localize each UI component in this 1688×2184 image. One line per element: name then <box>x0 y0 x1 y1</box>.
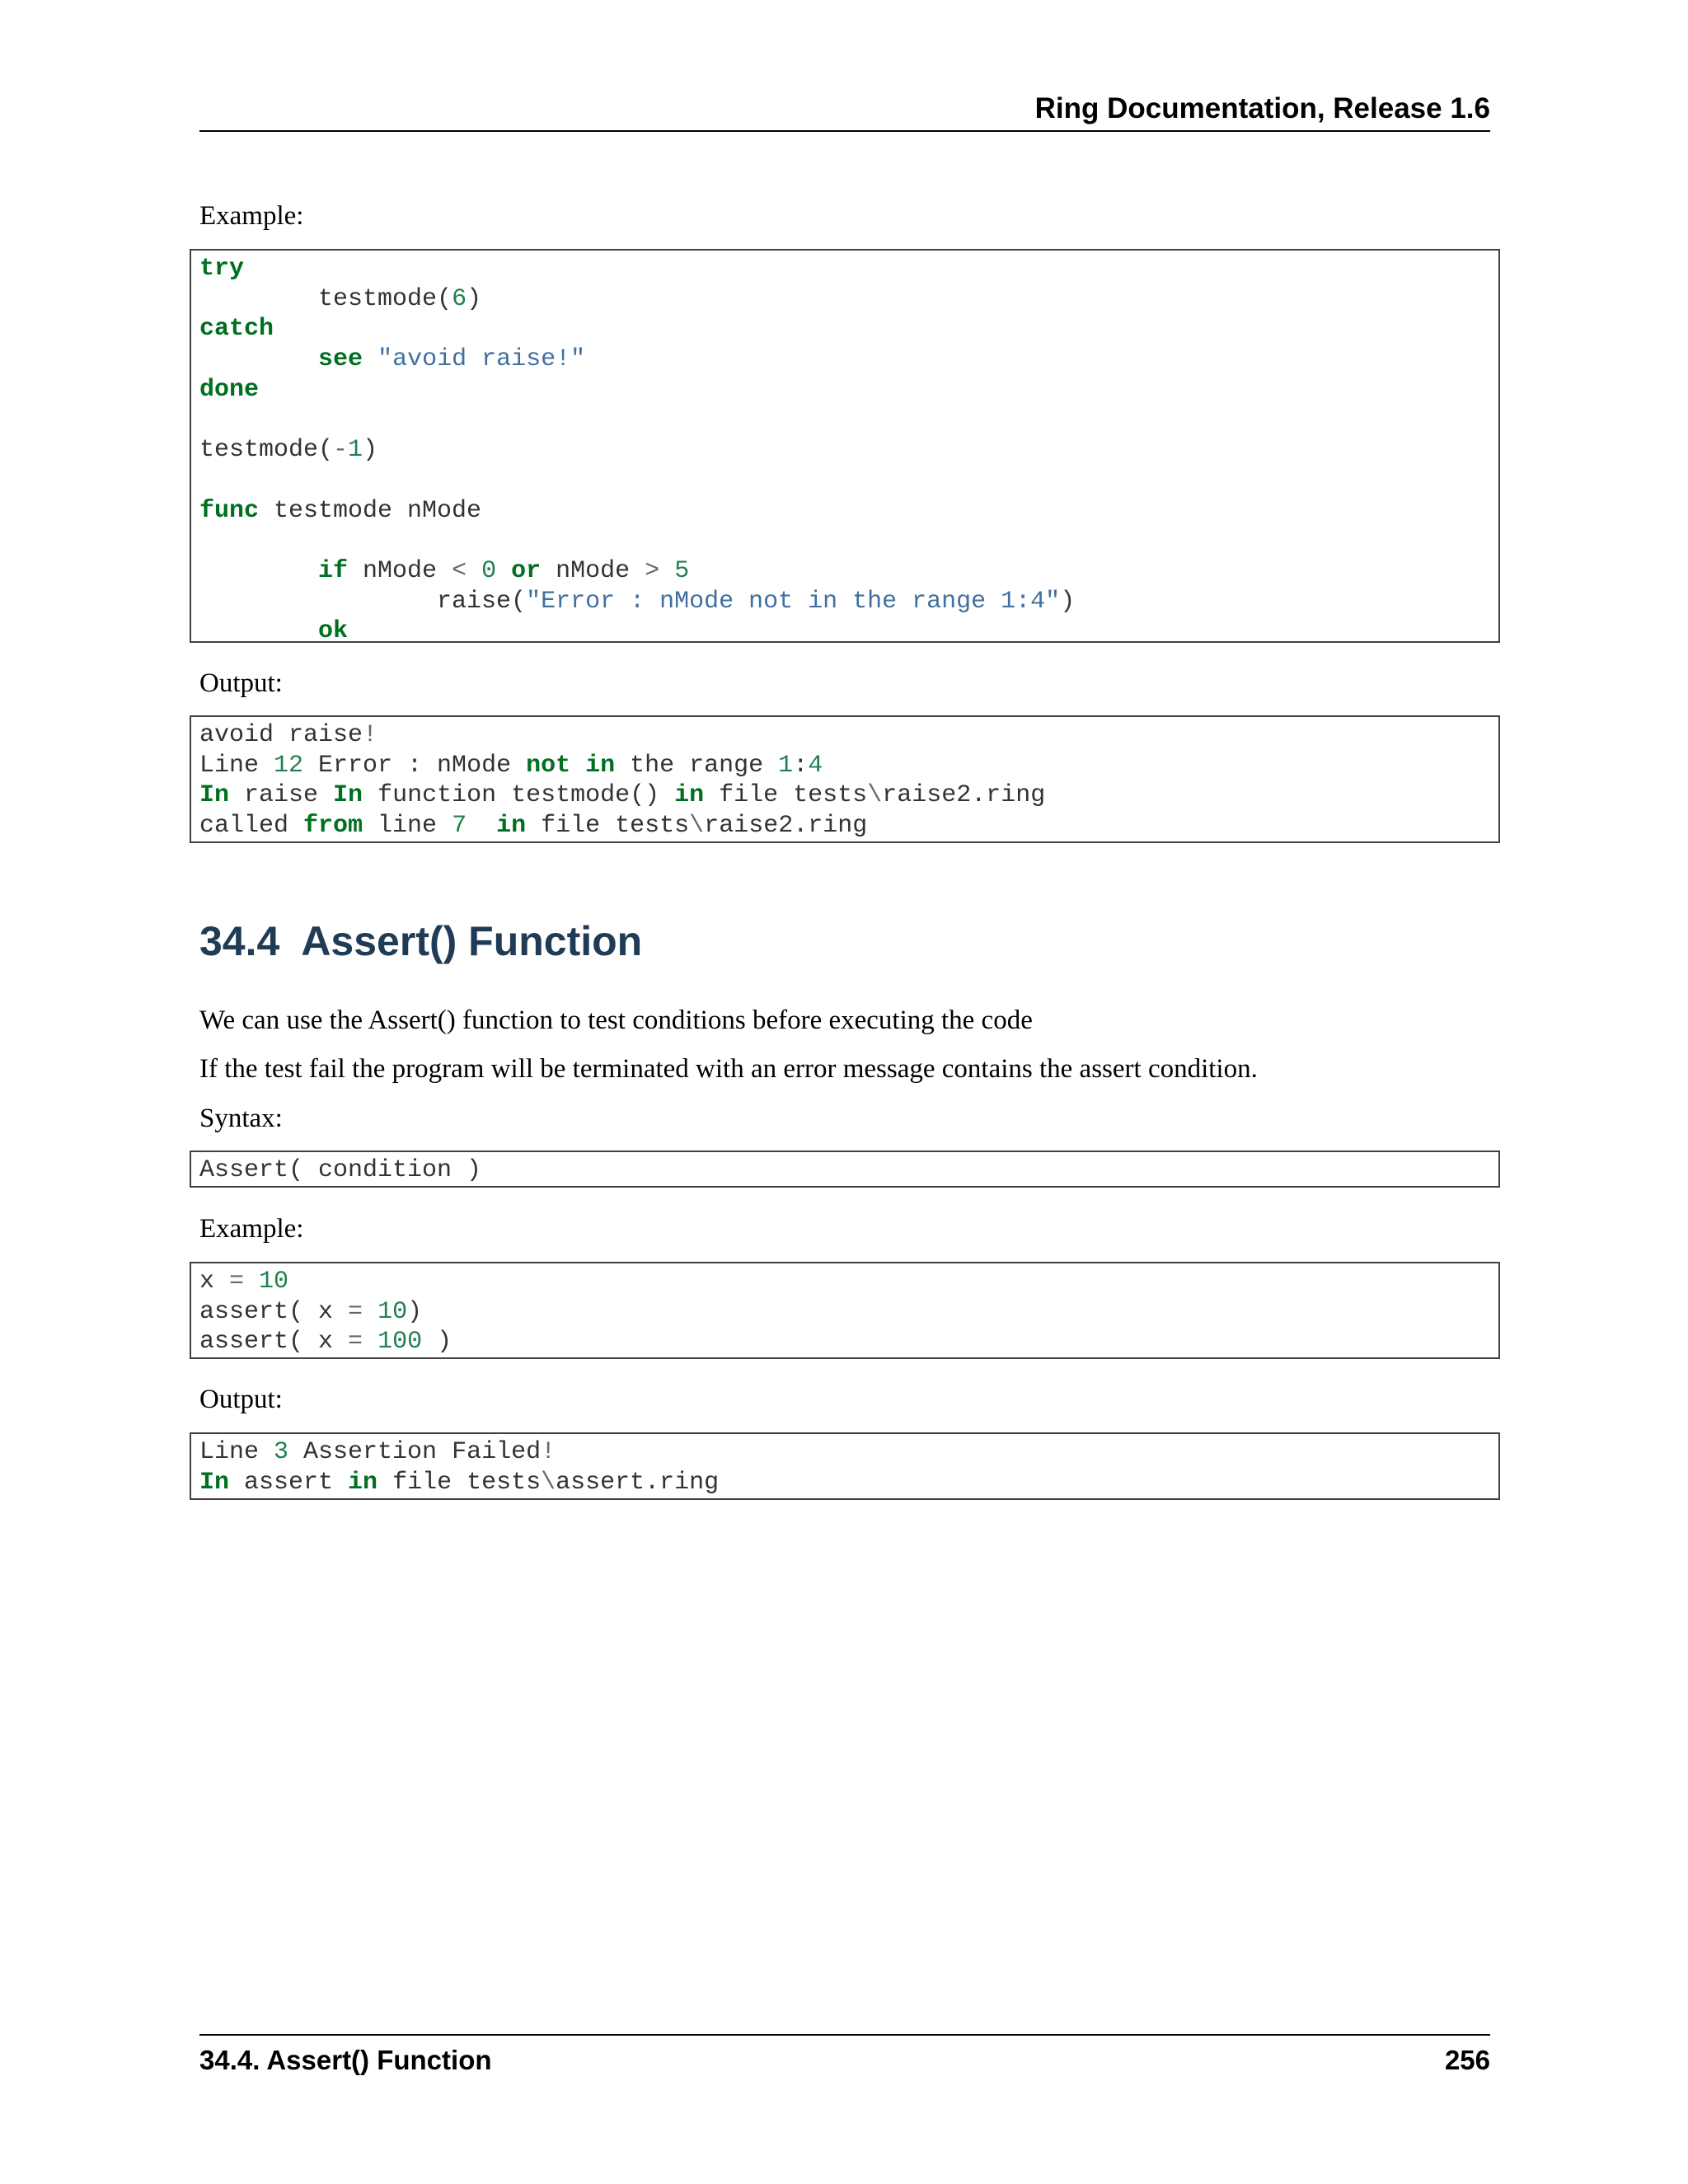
code-token: not <box>526 751 571 780</box>
code-token: "Error : nMode not in the range 1:4" <box>526 587 1061 616</box>
code-line <box>199 315 274 343</box>
code-line <box>199 1469 719 1497</box>
code-line <box>199 376 259 404</box>
code-token: < <box>452 557 467 586</box>
code-line <box>199 1156 481 1184</box>
code-line <box>199 721 377 749</box>
code-token <box>363 345 377 373</box>
section-title: Assert() Function <box>301 918 643 964</box>
code-line <box>199 497 481 525</box>
code-token: function testmode() <box>363 781 675 810</box>
code-block-example <box>190 249 1500 643</box>
code-token: or <box>511 557 542 586</box>
section-heading <box>199 916 642 966</box>
code-token: - <box>333 436 349 465</box>
code-token: ) <box>407 1297 423 1326</box>
code-block-output <box>190 715 1500 843</box>
code-token: testmode nMode <box>259 496 482 525</box>
code-line <box>199 1298 422 1326</box>
header-title: Ring Documentation, Release 1.6 <box>1034 92 1490 124</box>
code-token: : <box>793 751 809 780</box>
code-line <box>199 285 481 313</box>
code-token: In <box>199 781 230 810</box>
code-token: 10 <box>259 1268 289 1296</box>
code-token: In <box>199 1468 230 1497</box>
output-label: Output: <box>199 1385 283 1414</box>
code-token: testmode( <box>199 284 452 313</box>
code-token: ! <box>363 721 378 749</box>
code-token: raise( <box>199 587 527 616</box>
code-token: ) <box>363 436 378 465</box>
code-token <box>570 752 585 780</box>
code-token: 10 <box>377 1297 408 1326</box>
code-token <box>363 1328 377 1356</box>
page-footer <box>199 2034 1490 2085</box>
code-token: = <box>348 1328 363 1357</box>
code-token <box>467 812 496 840</box>
code-token: Line <box>199 751 274 780</box>
code-token: 7 <box>452 812 467 841</box>
code-token: 0 <box>481 557 497 586</box>
code-token: the range <box>615 751 779 780</box>
code-token: \ <box>867 781 883 810</box>
code-token: Line <box>199 1438 274 1466</box>
code-token <box>496 557 511 585</box>
code-token: avoid raise <box>199 721 363 749</box>
code-token: ) <box>1060 587 1076 616</box>
code-token: ! <box>541 1438 556 1466</box>
code-token: Assert( condition ) <box>199 1156 482 1184</box>
code-content <box>191 1434 1498 1497</box>
code-token: raise2.ring <box>882 781 1046 810</box>
code-token: called <box>199 812 304 841</box>
code-token: \ <box>689 812 705 841</box>
code-token: func <box>199 496 260 525</box>
code-content <box>191 251 1498 643</box>
paragraph: If the test fail the program will be terminated with an error message contains the assert condition. <box>199 1054 1258 1084</box>
output-label: Output: <box>199 668 283 698</box>
code-token: In <box>333 781 363 810</box>
code-token: 100 <box>377 1328 423 1357</box>
code-token: file tests <box>526 812 690 841</box>
code-line <box>199 588 1075 616</box>
code-token <box>199 345 318 373</box>
code-token: 1 <box>348 436 363 465</box>
code-content <box>191 1263 1498 1357</box>
code-token: 12 <box>274 751 304 780</box>
code-token: Assertion Failed <box>288 1438 542 1466</box>
code-token: ) <box>467 284 482 313</box>
code-token: 5 <box>674 557 690 586</box>
page-number: 256 <box>1444 2045 1490 2075</box>
code-token <box>199 617 318 643</box>
code-token <box>363 1298 377 1326</box>
code-token: = <box>229 1268 245 1296</box>
code-token: assert <box>229 1468 349 1497</box>
code-token: catch <box>199 315 274 344</box>
code-token: raise <box>229 781 334 810</box>
code-line <box>199 345 585 373</box>
code-token: 1 <box>778 751 794 780</box>
code-token: in <box>585 751 616 780</box>
code-token: Error : nMode <box>303 751 527 780</box>
code-line <box>199 752 823 780</box>
code-line <box>199 255 244 283</box>
code-token: if <box>318 557 349 586</box>
code-token: done <box>199 375 260 404</box>
example-label: Example: <box>199 1214 304 1244</box>
footer-section: 34.4. Assert() Function <box>199 2045 492 2075</box>
section-number: 34.4 <box>199 918 280 964</box>
code-line <box>199 1268 288 1296</box>
code-token: 6 <box>452 284 467 313</box>
code-token: "avoid raise!" <box>377 345 586 374</box>
code-token: \ <box>541 1468 556 1497</box>
code-line <box>199 812 867 840</box>
code-token: assert( x <box>199 1297 349 1326</box>
code-token: line <box>363 812 452 841</box>
code-token: nMode <box>348 557 452 586</box>
code-token: = <box>348 1297 363 1326</box>
code-token: ) <box>422 1328 452 1357</box>
code-token: in <box>674 781 705 810</box>
code-token: see <box>318 345 363 374</box>
code-line <box>199 557 689 585</box>
code-line <box>199 617 348 643</box>
code-token: assert( x <box>199 1328 349 1357</box>
code-token: try <box>199 255 245 283</box>
code-token: raise2.ring <box>704 812 868 841</box>
code-block-syntax <box>190 1151 1500 1188</box>
code-token: nMode <box>541 557 645 586</box>
code-block-output <box>190 1432 1500 1500</box>
code-token: testmode( <box>199 436 334 465</box>
code-token <box>199 557 318 585</box>
code-token: 4 <box>808 751 823 780</box>
syntax-label: Syntax: <box>199 1104 283 1133</box>
code-block-example <box>190 1262 1500 1359</box>
example-label: Example: <box>199 201 304 231</box>
code-token: > <box>645 557 660 586</box>
code-line <box>199 1438 556 1466</box>
code-token <box>467 557 481 585</box>
code-line <box>199 436 377 464</box>
page-header <box>199 91 1490 132</box>
code-token: in <box>496 812 527 841</box>
code-token: 3 <box>274 1438 289 1466</box>
paragraph: We can use the Assert() function to test conditions before executing the code <box>199 1005 1033 1035</box>
code-token: assert.ring <box>556 1468 720 1497</box>
code-token: file tests <box>377 1468 542 1497</box>
code-token: in <box>348 1468 378 1497</box>
code-line <box>199 1328 452 1356</box>
code-line <box>199 781 1045 809</box>
code-content <box>191 1152 1498 1186</box>
code-token <box>659 557 674 585</box>
code-token: from <box>303 812 363 841</box>
code-token <box>244 1268 259 1296</box>
code-content <box>191 717 1498 841</box>
code-token: file tests <box>704 781 868 810</box>
code-token: ok <box>318 617 349 643</box>
code-token: x <box>199 1268 230 1296</box>
